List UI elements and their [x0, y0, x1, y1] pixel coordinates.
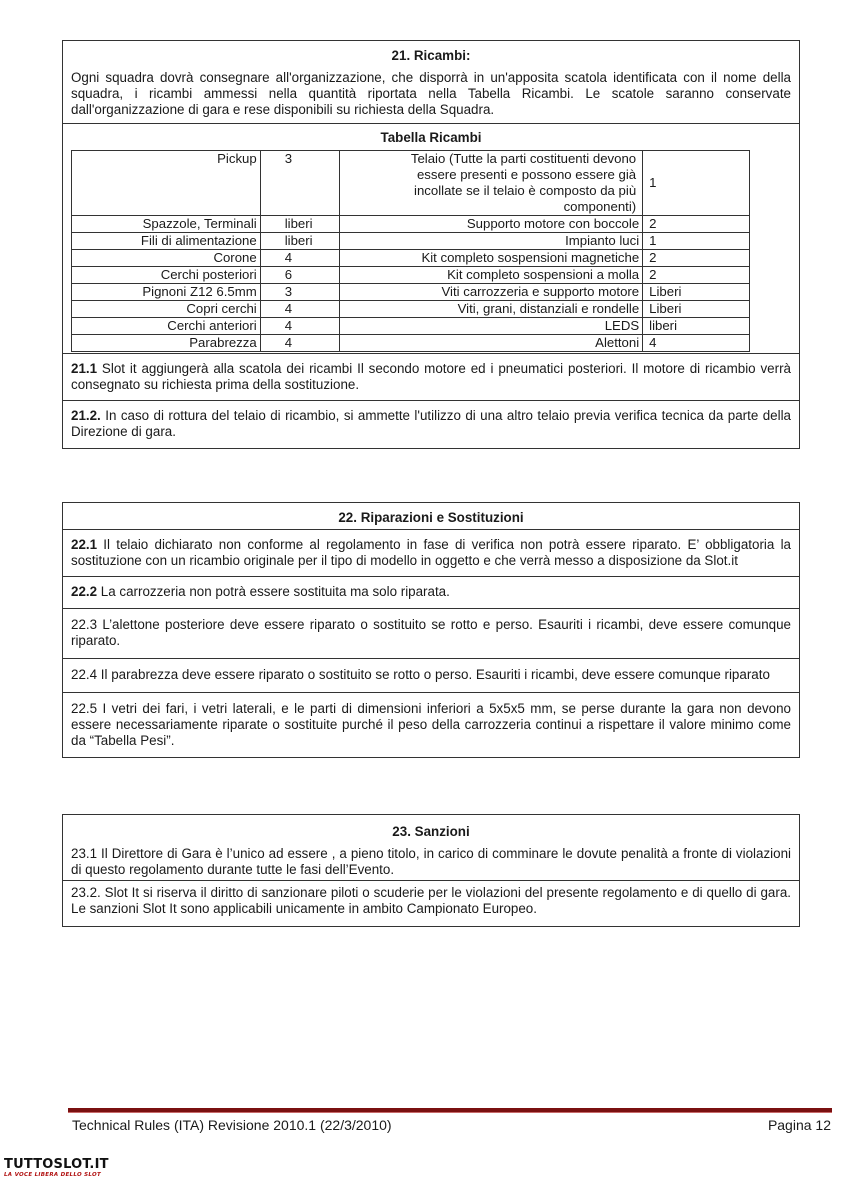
paragraph-22-4: 22.4 Il parabrezza deve essere riparato o sostituito se rotto o perso. Esauriti i ricambi, deve essere comunque riparato [63, 659, 799, 693]
spare-part-quantity: 4 [643, 335, 750, 352]
spare-part-quantity: 4 [260, 318, 339, 335]
spare-part-name: Cerchi anteriori [72, 318, 261, 335]
spare-part-quantity: 3 [260, 284, 339, 301]
tuttoslot-logo-wordmark: TUTTOSLOT.IT [4, 1157, 109, 1172]
footer-document-info: Technical Rules (ITA) Revisione 2010.1 (22/3/2010) [72, 1117, 392, 1133]
paragraph-22-5: 22.5 I vetri dei fari, i vetri laterali, e le parti di dimensioni inferiori a 5x5x5 mm, se perse durante la gara non devono essere necessariamente riparate o sostituite purché il peso della carrozzeria continui a rispettare il valore minimo come da “Tabella Pesi”. [71, 701, 791, 748]
spare-part-name: Fili di alimentazione [72, 233, 261, 250]
spare-part-name: Corone [72, 250, 261, 267]
footer-rule [68, 1108, 832, 1113]
section-22-title: 22. Riparazioni e Sostituzioni [63, 503, 799, 530]
spare-parts-row [72, 250, 750, 267]
spare-part-quantity: 4 [260, 250, 339, 267]
spare-part-quantity: liberi [260, 216, 339, 233]
spare-part-quantity: 4 [260, 301, 339, 318]
section-21-box [62, 40, 800, 449]
spare-parts-row [72, 216, 750, 233]
spare-parts-table-title: Tabella Ricambi [380, 130, 482, 145]
spare-part-quantity: 2 [643, 267, 750, 284]
spare-part-name: Alettoni [339, 335, 643, 352]
spare-part-quantity: 1 [643, 233, 750, 250]
paragraph-22-2-number: 22.2 [71, 584, 98, 599]
paragraph-22-2-text: La carrozzeria non potrà essere sostituita ma solo riparata. [97, 584, 450, 599]
paragraph-23-1: 23.1 Il Direttore di Gara è l’unico ad essere , a pieno titolo, in carico di comminare le dovute penalità a fronte di violazioni di questo regolamento durante tutte le fasi dell’Evento. [63, 844, 799, 881]
spare-part-quantity: 6 [260, 267, 339, 284]
spare-part-name: Impianto luci [339, 233, 643, 250]
spare-part-quantity: 3 [260, 151, 339, 216]
paragraph-21-2 [63, 401, 799, 448]
spare-part-name: Telaio (Tutte la parti costituenti devono essere presenti e possono essere già incollate se il telaio è composto da più componenti) [339, 151, 643, 216]
spare-part-name: Cerchi posteriori [72, 267, 261, 284]
spare-part-name: Parabrezza [72, 335, 261, 352]
section-22-box [62, 502, 800, 758]
spare-part-name: Pignoni Z12 6.5mm [72, 284, 261, 301]
spare-parts-row [72, 284, 750, 301]
spare-parts-row [72, 267, 750, 284]
section-21-intro: Ogni squadra dovrà consegnare all'organizzazione, che disporrà in un'apposita scatola identificata con il nome della squadra, i ricambi ammessi nella quantità riportata nella Tabella Ricambi. Le scatole saranno conservate dall'organizzazione di gara e rese disponibili su richiesta della Squadra. [63, 68, 799, 124]
footer-page-number: Pagina 12 [767, 1117, 831, 1133]
paragraph-22-1-text: Il telaio dichiarato non conforme al regolamento in fase di verifica non potrà essere riparato. E’ obbligatoria la sostituzione con un ricambio originale per il tipo di modello in oggetto e che verrà messo a disposizione da Slot.it [71, 537, 791, 568]
section-21-title: 21. Ricambi: [391, 48, 471, 63]
section-23-title: 23. Sanzioni [392, 824, 470, 839]
spare-parts-row [72, 301, 750, 318]
spare-parts-table [71, 150, 750, 352]
paragraph-21-1-text: Slot it aggiungerà alla scatola dei ricambi Il secondo motore ed i pneumatici posteriori. Il motore di ricambio verrà consegnato su richiesta prima della sostituzione. [71, 361, 791, 392]
section-23-box [62, 814, 800, 927]
spare-part-name: Kit completo sospensioni magnetiche [339, 250, 643, 267]
spare-part-quantity: Liberi [643, 301, 750, 318]
spare-part-quantity: 4 [260, 335, 339, 352]
spare-part-quantity: liberi [260, 233, 339, 250]
tuttoslot-logo-tagline: LA VOCE LIBERA DELLO SLOT [4, 1172, 102, 1178]
paragraph-22-1-number: 22.1 [71, 537, 98, 552]
spare-parts-row [72, 335, 750, 352]
tuttoslot-logo [4, 1157, 109, 1178]
spare-part-name: Copri cerchi [72, 301, 261, 318]
spare-part-name: Spazzole, Terminali [72, 216, 261, 233]
paragraph-22-2 [63, 577, 799, 609]
spare-part-name: Viti, grani, distanziali e rondelle [339, 301, 643, 318]
spare-part-quantity: liberi [643, 318, 750, 335]
spare-part-name: LEDS [339, 318, 643, 335]
paragraph-22-1 [63, 530, 799, 577]
paragraph-23-2: 23.2. Slot It si riserva il diritto di sanzionare piloti o scuderie per le violazioni del presente regolamento e di quello di gara. Le sanzioni Slot It sono applicabili unicamente in ambito Campionato Europeo. [71, 885, 791, 916]
paragraph-22-3: 22.3 L’alettone posteriore deve essere riparato o sostituito se rotto e perso. Esauriti i ricambi, deve essere comunque riparato. [63, 609, 799, 659]
spare-part-quantity: 2 [643, 216, 750, 233]
spare-part-quantity: 2 [643, 250, 750, 267]
spare-part-quantity: 1 [643, 151, 750, 216]
spare-part-name: Supporto motore con boccole [339, 216, 643, 233]
spare-part-name: Pickup [72, 151, 261, 216]
spare-part-name: Kit completo sospensioni a molla [339, 267, 643, 284]
spare-parts-row [72, 233, 750, 250]
paragraph-21-1-number: 21.1 [71, 361, 98, 376]
spare-part-name: Viti carrozzeria e supporto motore [339, 284, 643, 301]
paragraph-21-2-number: 21.2. [71, 408, 101, 423]
spare-parts-row [72, 151, 750, 216]
spare-parts-row [72, 318, 750, 335]
paragraph-21-2-text: In caso di rottura del telaio di ricambio, si ammette l'utilizzo di una altro telaio previa verifica tecnica da parte della Direzione di gara. [71, 408, 791, 439]
spare-part-quantity: Liberi [643, 284, 750, 301]
spare-parts-table-cell [63, 124, 799, 354]
paragraph-21-1 [63, 354, 799, 401]
